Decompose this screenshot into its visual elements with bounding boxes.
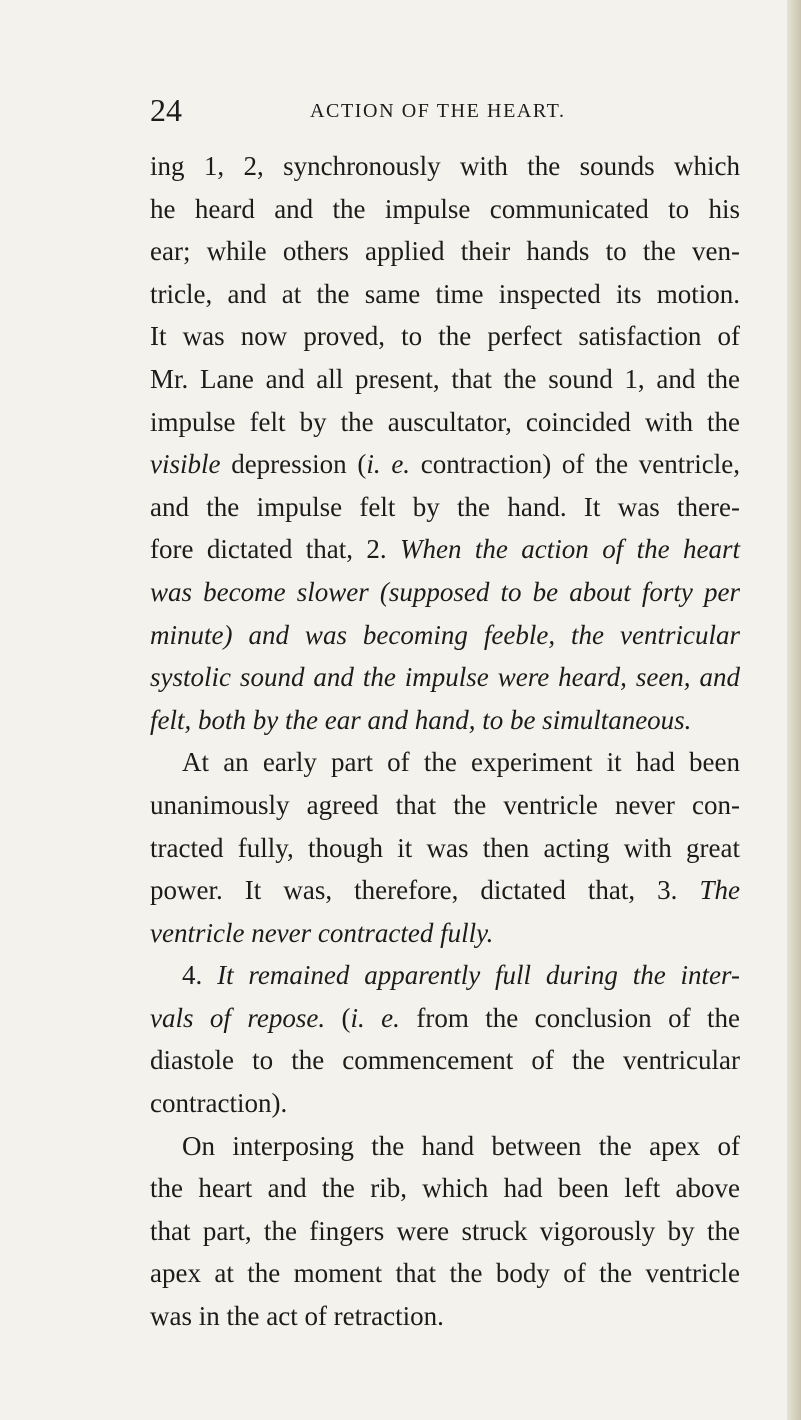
italic-text: felt, both by the ear and hand, to be simultaneous.	[150, 704, 692, 735]
text-line	[150, 358, 740, 401]
italic-text: i. e.	[350, 1002, 400, 1033]
text-line	[150, 954, 740, 997]
text-line	[150, 614, 740, 657]
text-segment: tracted fully, though it was then acting with great	[150, 832, 740, 863]
text-segment: 4.	[182, 960, 218, 991]
italic-text: vals of repose.	[150, 1002, 326, 1033]
text-line	[150, 1252, 740, 1295]
text-line	[150, 827, 740, 870]
text-segment: ear; while others applied their hands to the ven-	[150, 236, 740, 267]
text-segment: It was now proved, to the perfect satisfaction of	[150, 321, 740, 352]
text-segment: that part, the fingers were struck vigorously by the	[150, 1215, 740, 1246]
italic-text: When the action of the heart	[400, 534, 740, 565]
text-line	[150, 741, 740, 784]
text-segment: (	[325, 1002, 351, 1033]
text-segment: depression (	[220, 449, 367, 480]
text-line	[150, 1082, 740, 1125]
text-line	[150, 1125, 740, 1168]
text-line	[150, 869, 740, 912]
text-line	[150, 1039, 740, 1082]
text-line	[150, 1295, 740, 1338]
page-header	[150, 92, 720, 128]
italic-text: The	[699, 875, 740, 906]
text-line	[150, 486, 740, 529]
text-line	[150, 528, 740, 571]
text-segment: Mr. Lane and all present, that the sound 1, and the	[150, 363, 740, 394]
text-line	[150, 401, 740, 444]
text-segment: from the conclusion of the	[399, 1002, 740, 1033]
text-line	[150, 188, 740, 231]
text-segment: At an early part of the experiment it had been	[182, 747, 740, 778]
text-segment: he heard and the impulse communicated to his	[150, 193, 740, 224]
italic-text: was become slower (supposed to be about forty per	[150, 576, 740, 607]
italic-text: ventricle never contracted fully.	[150, 917, 494, 948]
text-segment: ing 1, 2, synchronously with the sounds which	[150, 151, 740, 181]
text-segment: diastole to the commencement of the ventricular	[150, 1045, 740, 1076]
text-line	[150, 1210, 740, 1253]
text-segment: apex at the moment that the body of the ventricle	[150, 1258, 740, 1289]
italic-text: visible	[150, 449, 221, 480]
page-edge	[787, 0, 801, 1420]
italic-text: minute) and was becoming feeble, the ventricular	[150, 619, 740, 650]
text-segment: the heart and the rib, which had been left above	[150, 1173, 740, 1204]
text-segment: contraction) of the ventricle,	[410, 449, 740, 480]
text-line	[150, 273, 740, 316]
text-segment: On interposing the hand between the apex of	[182, 1130, 740, 1161]
text-line	[150, 230, 740, 273]
text-segment: unanimously agreed that the ventricle never con-	[150, 789, 740, 820]
text-line	[150, 315, 740, 358]
text-line	[150, 912, 740, 955]
text-segment: contraction).	[150, 1088, 288, 1119]
text-segment: was in the act of retraction.	[150, 1301, 444, 1332]
text-line	[150, 1167, 740, 1210]
italic-text: i. e.	[366, 449, 411, 480]
italic-text: systolic sound and the impulse were heard, seen, and	[150, 662, 740, 693]
running-title: ACTION OF THE HEART.	[310, 100, 566, 122]
text-segment: and the impulse felt by the hand. It was there-	[150, 491, 740, 522]
text-segment: fore dictated that, 2.	[150, 534, 401, 565]
text-line	[150, 699, 740, 742]
text-segment: power. It was, therefore, dictated that, 3.	[150, 875, 700, 906]
text-segment: tricle, and at the same time inspected its motion.	[150, 278, 740, 309]
text-line	[150, 656, 740, 699]
body-text	[150, 145, 740, 1338]
text-line	[150, 997, 740, 1040]
text-line	[150, 784, 740, 827]
text-line	[150, 571, 740, 614]
text-line	[150, 443, 740, 486]
page-number: 24	[150, 92, 182, 128]
text-line	[150, 145, 740, 188]
text-segment: impulse felt by the auscultator, coincided with the	[150, 406, 740, 437]
italic-text: It remained apparently full during the inter-	[217, 960, 741, 991]
